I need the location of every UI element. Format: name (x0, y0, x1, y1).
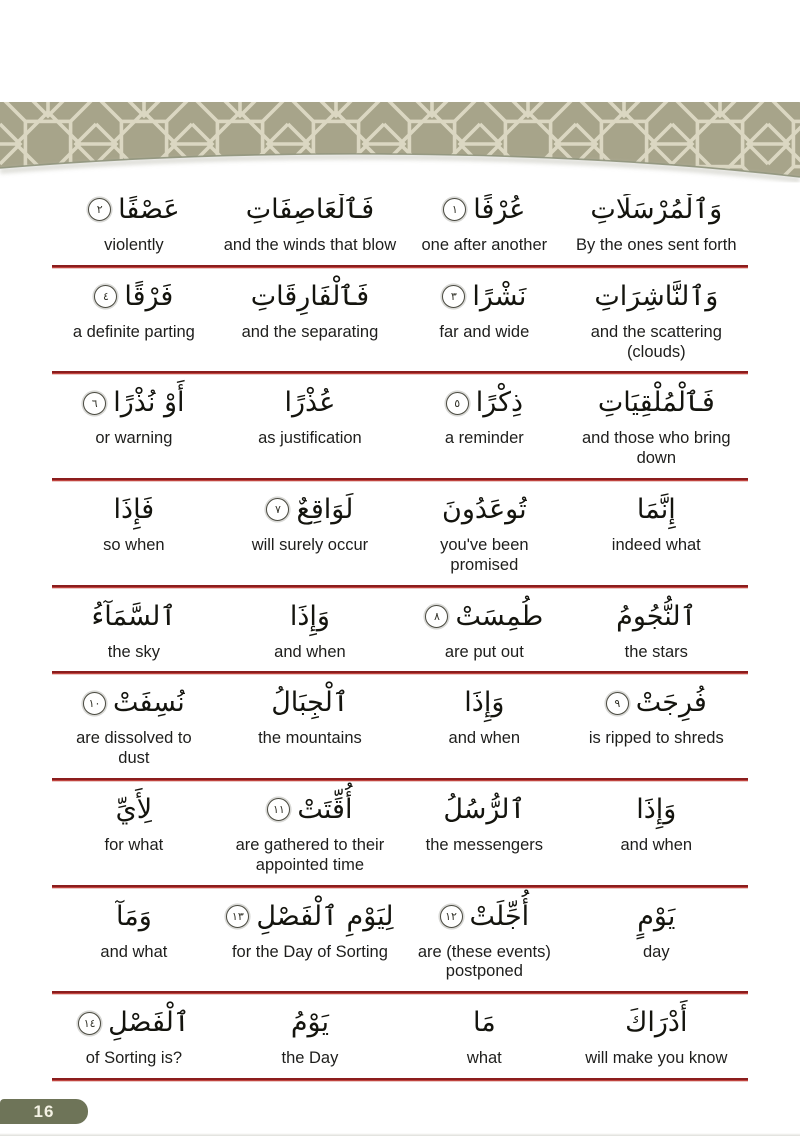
ayah-number-badge: ٣ (442, 285, 465, 308)
word-cell (404, 680, 564, 755)
arabic-text: ٱلْجِبَالُ (271, 687, 349, 719)
english-meaning: is ripped to shreds (588, 729, 724, 748)
arabic-word (219, 787, 401, 833)
arabic-text: أُقِّتَتْ (297, 793, 353, 825)
word-row (52, 889, 748, 992)
word-cell (52, 380, 216, 455)
ayah-number-badge: ١٤ (78, 1012, 101, 1035)
word-cell (565, 787, 748, 862)
english-meaning: a reminder (444, 429, 524, 448)
arabic-word (55, 380, 213, 426)
english-meaning: for the Day of Sorting (231, 942, 388, 961)
word-cell (565, 380, 748, 475)
arabic-word (219, 380, 401, 426)
arabic-text: وَمَآ (116, 900, 152, 932)
arabic-text: يَوْمٍ (637, 900, 676, 932)
english-meaning: and the separating (241, 322, 379, 341)
arabic-word (407, 1000, 561, 1046)
english-meaning: and the winds that blow (223, 235, 397, 254)
arabic-text: وَإِذَا (464, 687, 505, 719)
word-cell (565, 1000, 748, 1075)
arabic-word (568, 380, 745, 426)
word-cell (52, 594, 216, 669)
arabic-text: إِنَّمَا (636, 494, 676, 525)
arabic-text: عَصْفًا (118, 194, 180, 226)
english-meaning: as justification (258, 429, 362, 448)
word-row (52, 375, 748, 478)
arabic-text: فَرْقًا (124, 280, 174, 312)
ayah-number-badge: ٥ (446, 392, 469, 415)
english-meaning: or warning (95, 429, 173, 448)
english-meaning: are dissolved to dust (76, 729, 192, 768)
arabic-word (219, 487, 401, 533)
english-meaning: indeed what (611, 535, 701, 554)
arabic-text: وَإِذَا (289, 600, 330, 632)
english-meaning: for what (104, 835, 164, 854)
arabic-word (407, 680, 561, 726)
arabic-text: فَٱلْعَاصِفَاتِ (245, 194, 375, 226)
word-cell (52, 1000, 216, 1075)
word-cell (52, 274, 216, 349)
arabic-word (219, 894, 401, 940)
arabic-word (55, 274, 213, 320)
row-divider (52, 1078, 748, 1082)
arabic-word (407, 274, 561, 320)
arabic-word (219, 680, 401, 726)
arabic-word (55, 594, 213, 640)
arabic-text: عُذْرًا (284, 387, 336, 419)
word-cell (52, 680, 216, 775)
arabic-text: أَوْ نُذْرًا (113, 387, 185, 419)
arabic-text: ذِكْرًا (475, 387, 523, 419)
word-cell (404, 487, 564, 582)
arabic-word (568, 594, 745, 640)
word-cell (404, 274, 564, 349)
ayah-number-badge: ١٢ (440, 905, 463, 928)
ayah-number-badge: ٩ (606, 692, 629, 715)
english-meaning: and when (620, 835, 693, 854)
english-meaning: what (466, 1049, 502, 1068)
arabic-word (568, 487, 745, 533)
english-meaning: a definite parting (72, 322, 195, 341)
english-meaning: the sky (107, 642, 161, 661)
word-row (52, 589, 748, 672)
arabic-word (407, 787, 561, 833)
word-cell (565, 594, 748, 669)
word-cell (565, 894, 748, 969)
english-meaning: the Day (281, 1049, 339, 1068)
word-cell (52, 187, 216, 262)
arabic-word (55, 1000, 213, 1046)
arabic-word (55, 487, 213, 533)
arabic-text: لَوَاقِعٌ (296, 494, 354, 525)
arabic-word (407, 487, 561, 533)
arabic-text: لِيَوْمِ ٱلْفَصْلِ (256, 900, 394, 932)
ayah-number-badge: ١٠ (83, 692, 106, 715)
word-cell (52, 787, 216, 862)
word-row (52, 482, 748, 585)
arabic-text: تُوعَدُونَ (442, 494, 527, 525)
arabic-text: ٱلْفَصْلِ (108, 1007, 190, 1039)
english-meaning: violently (104, 235, 164, 254)
english-meaning: are (these events) postponed (417, 942, 551, 981)
decorative-header (0, 102, 800, 194)
arabic-word (568, 274, 745, 320)
word-cell (52, 894, 216, 969)
english-meaning: and when (274, 642, 346, 661)
arabic-text: فُرِجَتْ (635, 687, 707, 719)
arabic-text: وَإِذَا (636, 793, 677, 825)
page-number-tab (0, 1099, 88, 1124)
english-meaning: one after another (421, 235, 548, 254)
arabic-word (55, 680, 213, 726)
arabic-word (568, 894, 745, 940)
arabic-word (55, 894, 213, 940)
word-cell (216, 187, 404, 262)
arabic-word (407, 594, 561, 640)
arabic-text: ٱلسَّمَآءُ (91, 600, 177, 632)
word-cell (216, 380, 404, 455)
arabic-text: فَٱلْمُلْقِيَاتِ (597, 387, 715, 419)
word-cell (404, 894, 564, 989)
ayah-number-badge: ٧ (266, 498, 289, 521)
english-meaning: are put out (444, 642, 524, 661)
word-cell (52, 487, 216, 562)
word-row (52, 675, 748, 778)
english-meaning: are gathered to their appointed time (235, 835, 385, 874)
english-meaning: and the scattering (clouds) (590, 322, 722, 361)
english-meaning: of Sorting is? (85, 1049, 183, 1068)
english-meaning: so when (103, 535, 165, 554)
word-cell (404, 594, 564, 669)
arabic-word (219, 1000, 401, 1046)
english-meaning: and those who bring down (581, 429, 731, 468)
arabic-word (55, 787, 213, 833)
word-cell (565, 680, 748, 755)
word-row (52, 995, 748, 1078)
english-meaning: far and wide (439, 322, 530, 341)
ayah-number-badge: ٢ (88, 198, 111, 221)
word-cell (216, 487, 404, 562)
english-meaning: the mountains (258, 729, 362, 748)
arabic-text: نَشْرًا (472, 280, 527, 312)
arabic-word (568, 1000, 745, 1046)
page-number: 16 (33, 1101, 55, 1121)
word-cell (216, 680, 404, 755)
ayah-number-badge: ١ (443, 198, 466, 221)
english-meaning: will surely occur (251, 535, 369, 554)
arabic-word (407, 894, 561, 940)
arabic-word (219, 594, 401, 640)
english-meaning: By the ones sent forth (576, 235, 737, 254)
ayah-number-badge: ١٣ (226, 905, 249, 928)
arabic-text: وَٱلْمُرْسَلَاتِ (590, 194, 723, 226)
arabic-text: أَدْرَاكَ (625, 1007, 688, 1039)
word-row (52, 269, 748, 372)
english-meaning: and what (100, 942, 168, 961)
ayah-number-badge: ٦ (83, 392, 106, 415)
word-cell (565, 187, 748, 262)
arabic-text: لِأَيِّ (115, 793, 153, 825)
arabic-word (219, 274, 401, 320)
ayah-number-badge: ٨ (425, 605, 448, 628)
word-cell (216, 1000, 404, 1075)
english-meaning: the messengers (425, 835, 544, 854)
word-cell (404, 787, 564, 862)
word-cell (216, 787, 404, 882)
word-cell (565, 274, 748, 369)
arabic-text: ٱلنُّجُومُ (616, 600, 697, 632)
word-cell (404, 187, 564, 262)
arabic-word (568, 787, 745, 833)
arabic-word (407, 380, 561, 426)
english-meaning: you've been promised (440, 535, 529, 574)
word-cell (404, 1000, 564, 1075)
word-row (52, 782, 748, 885)
arabic-text: مَا (472, 1007, 496, 1039)
arabic-text: ٱلرُّسُلُ (443, 793, 526, 825)
english-meaning: the stars (624, 642, 688, 661)
word-cell (216, 894, 404, 969)
ayah-number-badge: ١١ (267, 798, 290, 821)
arabic-text: طُمِسَتْ (455, 600, 544, 632)
arabic-text: نُسِفَتْ (112, 687, 185, 719)
word-row (52, 182, 748, 265)
arabic-text: أُجِّلَتْ (469, 900, 530, 932)
word-cell (565, 487, 748, 562)
word-cell (216, 274, 404, 349)
word-table (52, 178, 748, 1082)
arabic-word (568, 680, 745, 726)
arabic-text: عُرْفًا (473, 194, 526, 226)
islamic-geometric-pattern-icon (0, 102, 800, 194)
arabic-text: فَٱلْفَارِقَاتِ (250, 280, 370, 312)
english-meaning: day (642, 942, 670, 961)
english-meaning: will make you know (585, 1049, 728, 1068)
english-meaning: and when (448, 729, 521, 748)
arabic-text: يَوْمُ (290, 1007, 330, 1039)
ayah-number-badge: ٤ (94, 285, 117, 308)
word-cell (216, 594, 404, 669)
word-cell (404, 380, 564, 455)
arabic-text: فَإِذَا (113, 494, 155, 525)
arabic-text: وَٱلنَّاشِرَاتِ (594, 280, 719, 312)
